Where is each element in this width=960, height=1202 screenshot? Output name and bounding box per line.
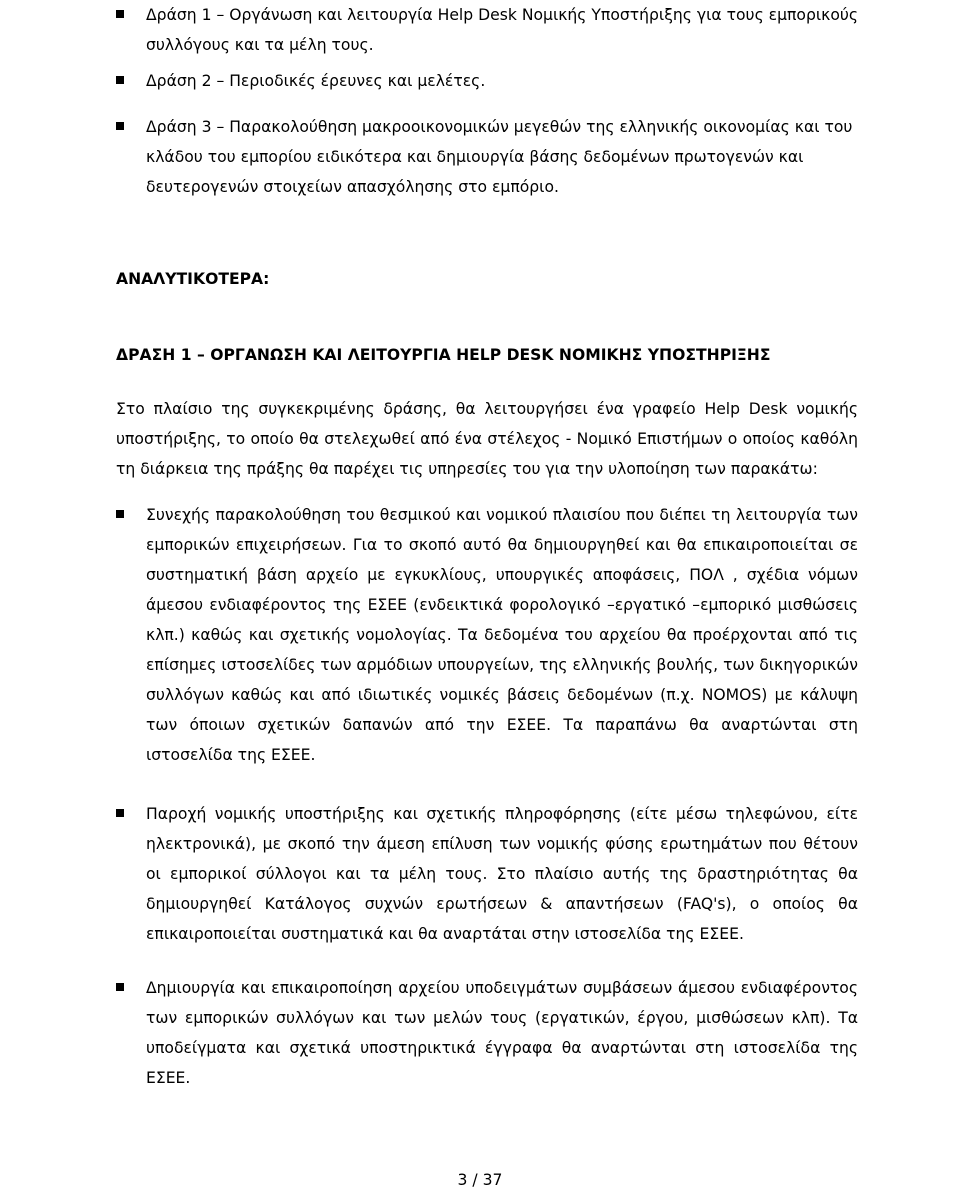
square-bullet-icon — [116, 76, 124, 84]
bullet-action-1 — [146, 0, 858, 60]
subsection-heading: ΔΡΑΣΗ 1 – ΟΡΓΑΝΩΣΗ ΚΑΙ ΛΕΙΤΟΥΡΓΙΑ HELP DESK ΝΟΜΙΚΗΣ ΥΠΟΣΤΗΡΙΞΗΣ — [116, 346, 771, 364]
bullet-legal-support — [146, 799, 858, 949]
intro-paragraph — [116, 394, 858, 484]
square-bullet-icon — [116, 510, 124, 518]
text-line: συλλόγους και τα μέλη τους. — [146, 36, 374, 54]
page-number: 3 / 37 — [457, 1171, 503, 1189]
bullet-action-2 — [146, 66, 858, 96]
text-line: των εμπορικών συλλόγων και των μελών τους (εργατικών, έργου, μισθώσεων κλπ). Τα — [146, 1009, 858, 1027]
bullet-contract-templates — [146, 973, 858, 1093]
text-line: κλάδου του εμπορίου ειδικότερα και δημιουργία βάσης δεδομένων πρωτογενών και — [146, 148, 804, 166]
text-line: Δράση 2 – Περιοδικές έρευνες και μελέτες. — [146, 72, 486, 90]
square-bullet-icon — [116, 10, 124, 18]
text-line: ΕΣΕΕ. — [146, 1069, 191, 1087]
text-line: Δημιουργία και επικαιροποίηση αρχείου υποδειγμάτων συμβάσεων άμεσου ενδιαφέροντος — [146, 979, 858, 997]
square-bullet-icon — [116, 809, 124, 817]
section-heading: ΑΝΑΛΥΤΙΚΟΤΕΡΑ: — [116, 270, 270, 288]
text-line: Παροχή νομικής υποστήριξης και σχετικής πληροφόρησης (είτε μέσω τηλεφώνου, είτε — [146, 805, 858, 823]
text-line: Συνεχής παρακολούθηση του θεσμικού και νομικού πλαισίου που διέπει τη λειτουργία των — [146, 506, 858, 524]
text-line: Δράση 1 – Οργάνωση και λειτουργία Help Desk Νομικής Υποστήριξης για τους εμπορικούς — [146, 6, 859, 24]
text-line: υποστήριξης, το οποίο θα στελεχωθεί από ένα στέλεχος - Νομικό Επιστήμων ο οποίος καθόλη — [116, 430, 858, 448]
text-line: άμεσου ενδιαφέροντος της ΕΣΕΕ (ενδεικτικά φορολογικό –εργατικό –εμπορικό μισθώσεις — [146, 596, 858, 614]
text-line: δημιουργηθεί Κατάλογος συχνών ερωτήσεων & απαντήσεων (FAQ's), ο οποίος θα — [146, 895, 858, 913]
square-bullet-icon — [116, 122, 124, 130]
bullet-legal-monitoring — [146, 500, 858, 770]
bullet-action-3 — [146, 112, 858, 202]
text-line: οι εμπορικοί σύλλογοι και τα μέλη τους. Στο πλαίσιο αυτής της δραστηριότητας θα — [146, 865, 858, 883]
text-line: εμπορικών επιχειρήσεων. Για το σκοπό αυτό θα δημιουργηθεί και θα επικαιροποιείται σε — [146, 536, 858, 554]
text-line: Στο πλαίσιο της συγκεκριμένης δράσης, θα λειτουργήσει ένα γραφείο Help Desk νομικής — [116, 400, 858, 418]
text-line: ηλεκτρονικά), με σκοπό την άμεση επίλυση των νομικής φύσης ερωτημάτων που θέτουν — [146, 835, 858, 853]
text-line: επίσημες ιστοσελίδες των αρμόδιων υπουργείων, της ελληνικής βουλής, των δικηγορικών — [146, 656, 859, 674]
square-bullet-icon — [116, 983, 124, 991]
text-line: ιστοσελίδα της ΕΣΕΕ. — [146, 746, 316, 764]
text-line: τη διάρκεια της πράξης θα παρέχει τις υπηρεσίες του για την υλοποίηση των παρακάτω: — [116, 460, 818, 478]
text-line: επικαιροποιείται συστηματικά και θα αναρτάται στην ιστοσελίδα της ΕΣΕΕ. — [146, 925, 744, 943]
text-line: κλπ.) καθώς και σχετικής νομολογίας. Τα δεδομένα του αρχείου θα προέρχονται από τις — [146, 626, 858, 644]
text-line: συλλόγων καθώς και από ιδιωτικές νομικές βάσεις δεδομένων (π.χ. NOMOS) με κάλυψη — [146, 686, 858, 704]
text-line: Δράση 3 – Παρακολούθηση μακροοικονομικών μεγεθών της ελληνικής οικονομίας και του — [146, 118, 853, 136]
text-line: υποδείγματα και σχετικά υποστηρικτικά έγγραφα θα αναρτώνται στη ιστοσελίδα της — [146, 1039, 858, 1057]
text-line: των όποιων σχετικών δαπανών από την ΕΣΕΕ. Τα παραπάνω θα αναρτώνται στη — [146, 716, 858, 734]
text-line: συστηματική βάση αρχείο με εγκυκλίους, υπουργικές αποφάσεις, ΠΟΛ , σχέδια νόμων — [146, 566, 858, 584]
text-line: δευτερογενών στοιχείων απασχόλησης στο εμπόριο. — [146, 178, 559, 196]
